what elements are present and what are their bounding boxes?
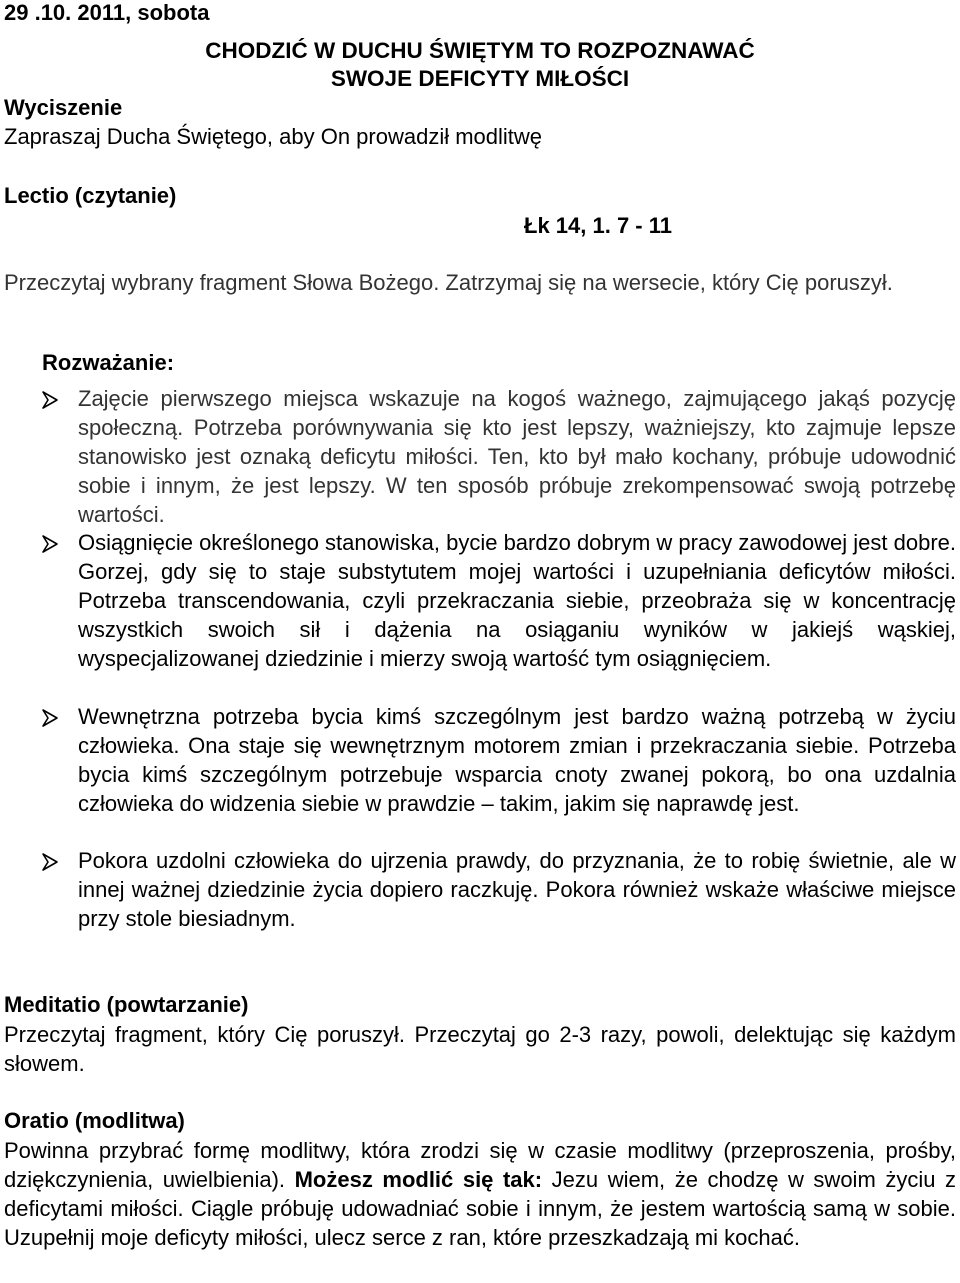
meditatio-text: Przeczytaj fragment, który Cię poruszył. Przeczytaj go 2-3 razy, powoli, delektując się każdym słowem. [4,1022,956,1076]
oratio-prompt-bold: Możesz modlić się tak: [294,1167,543,1192]
silence-text: Zapraszaj Ducha Świętego, aby On prowadził modlitwę [4,124,543,149]
oratio-prayer-text: Jezu wiem, że chodzę w swoim życiu z deficytami miłości. Ciągle próbuję udowadniać sobie i innym, że jestem wartością samą w sobie. Uzupełnij moje deficyty miłości, ulecz serce z ran, które przeszkadzają mi kochać. [4,1167,957,1250]
oratio-heading: Oratio (modlitwa) [4,1108,185,1133]
meditation-point-1: Zajęcie pierwszego miejsca wskazuje na kogoś ważnego, zajmującego jakąś pozycję społeczną. Potrzeba porównywania się kto jest lepszy, ważniejszy, kto zajmuje lepsze stanowisko jest oznaką deficytu miłości. Ten, kto był mało kochany, próbuje udowodnić sobie i innym, że jest lepszy. W ten sposób próbuje zrekompensować swoją potrzebę wartości. [78,386,956,527]
silence-heading: Wyciszenie [4,95,123,120]
page-title-line-2: SWOJE DEFICYTY MIŁOŚCI [330,66,630,91]
arrow-bullet-icon [40,390,60,410]
oratio-text [4,1136,956,1252]
arrow-bullet-icon [40,708,60,728]
meditation-point-2: Osiągnięcie określonego stanowiska, bycie bardzo dobrym w pracy zawodowej jest dobre. Gorzej, gdy się to staje substytutem mojej wartości i uzupełniania deficytów miłości. Potrzeba transcendowania, czyli przekraczania siebie, przeobraża się w koncentrację wszystkich swoich sił i dążenia na osiąganiu wyników w jakiejś wąskiej, wyspecjalizowanej dziedzinie i mierzy swoją wartość tym osiągnięciem. [78,530,957,671]
arrow-bullet-icon [40,852,60,872]
meditation-point-4: Pokora uzdolni człowieka do ujrzenia prawdy, do przyznania, że to robię świetnie, ale w innej ważnej dziedzinie życia dopiero raczkuję. Pokora również wskaże właściwe miejsce przy stole biesiadnym. [78,848,956,931]
oratio-text-intro: Powinna przybrać formę modlitwy, która zrodzi się w czasie modlitwy (przeproszenia, prośby, dziękczynienia, uwielbienia). [4,1138,956,1192]
lectio-heading: Lectio (czytanie) [4,183,177,208]
meditation-heading: Rozważanie: [42,350,175,375]
arrow-bullet-icon [40,534,60,554]
scripture-reference: Łk 14, 1. 7 - 11 [524,213,672,238]
page-title-line-1: CHODZIĆ W DUCHU ŚWIĘTYM TO ROZPOZNAWAĆ [205,38,755,63]
meditatio-heading: Meditatio (powtarzanie) [4,992,249,1017]
date-line: 29 .10. 2011, sobota [4,0,210,25]
lectio-instruction: Przeczytaj wybrany fragment Słowa Bożego. Zatrzymaj się na wersecie, który Cię poruszył. [4,270,893,295]
meditation-point-3: Wewnętrzna potrzeba bycia kimś szczególnym jest bardzo ważną potrzebą w życiu człowieka. Ona staje się wewnętrznym motorem zmian i przekraczania siebie. Potrzeba bycia kimś szczególnym potrzebuje wsparcia cnoty zwanej pokorą, bo ona uzdalnia człowieka do widzenia siebie w prawdzie – takim, jakim się naprawdę jest. [78,704,956,816]
